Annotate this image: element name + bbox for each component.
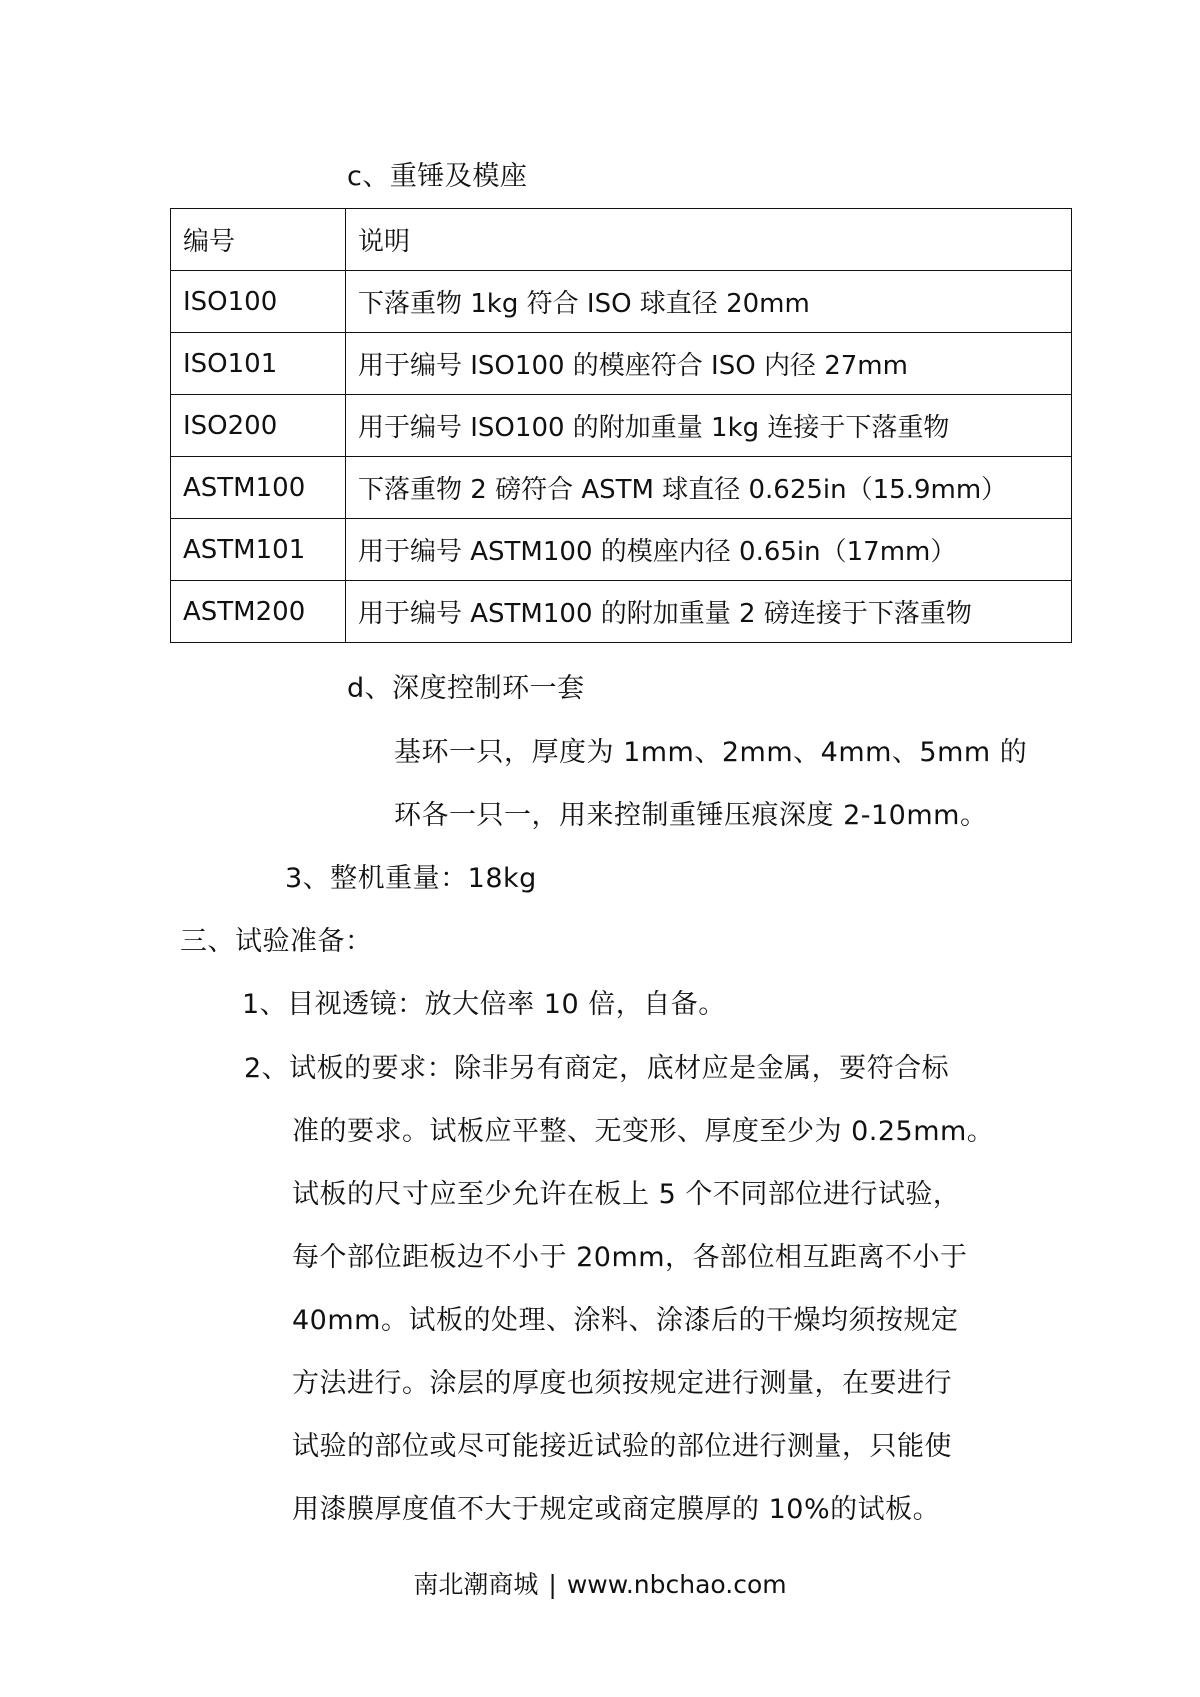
section-c-heading: c、重锤及模座 xyxy=(347,161,528,192)
footer-url[interactable]: www.nbchao.com xyxy=(566,1570,787,1599)
footer-separator: | xyxy=(548,1570,557,1599)
cell-description: 用于编号 ISO100 的附加重量 1kg 连接于下落重物 xyxy=(346,395,1072,457)
cell-code: ASTM101 xyxy=(171,519,346,581)
cell-description: 用于编号 ISO100 的模座符合 ISO 内径 27mm xyxy=(346,333,1072,395)
table-header-row xyxy=(171,209,1072,271)
item-2-line: 试板的尺寸应至少允许在板上 5 个不同部位进行试验， xyxy=(292,1179,961,1210)
hammer-mold-table xyxy=(170,208,1072,643)
footer-brand: 南北潮商城 xyxy=(413,1570,539,1599)
cell-code: ASTM200 xyxy=(171,581,346,643)
section-d-line: 环各一只一，用来控制重锤压痕深度 2-10mm。 xyxy=(394,800,988,831)
cell-code: ISO101 xyxy=(171,333,346,395)
item-2-line: 40mm。试板的处理、涂料、涂漆后的干燥均须按规定 xyxy=(292,1305,959,1336)
table-row xyxy=(171,395,1072,457)
item-2-line: 每个部位距板边不小于 20mm，各部位相互距离不小于 xyxy=(292,1242,968,1273)
cell-code: ISO100 xyxy=(171,271,346,333)
table-row xyxy=(171,271,1072,333)
cell-code: ISO200 xyxy=(171,395,346,457)
section-d-heading: d、深度控制环一套 xyxy=(347,673,585,704)
table-row xyxy=(171,519,1072,581)
cell-code: ASTM100 xyxy=(171,457,346,519)
item-1-magnifier: 1、目视透镜：放大倍率 10 倍，自备。 xyxy=(242,989,726,1020)
header-description: 说明 xyxy=(346,209,1072,271)
section-d-line: 基环一只，厚度为 1mm、2mm、4mm、5mm 的 xyxy=(394,737,1028,768)
cell-description: 用于编号 ASTM100 的附加重量 2 磅连接于下落重物 xyxy=(346,581,1072,643)
page-footer xyxy=(0,1568,1200,1602)
table-row xyxy=(171,333,1072,395)
header-code: 编号 xyxy=(171,209,346,271)
cell-description: 用于编号 ASTM100 的模座内径 0.65in（17mm） xyxy=(346,519,1072,581)
cell-description: 下落重物 2 磅符合 ASTM 球直径 0.625in（15.9mm） xyxy=(346,457,1072,519)
section-3-heading: 三、试验准备： xyxy=(180,926,373,957)
item-2-line: 用漆膜厚度值不大于规定或商定膜厚的 10%的试板。 xyxy=(292,1494,941,1525)
item-2-line: 方法进行。涂层的厚度也须按规定进行测量，在要进行 xyxy=(292,1368,952,1399)
item-2-line: 准的要求。试板应平整、无变形、厚度至少为 0.25mm。 xyxy=(292,1116,995,1147)
item-2-line: 试验的部位或尽可能接近试验的部位进行测量，只能使 xyxy=(292,1431,952,1462)
table-row xyxy=(171,457,1072,519)
machine-weight: 3、整机重量：18kg xyxy=(285,863,537,894)
item-2-panel-requirements: 2、试板的要求：除非另有商定，底材应是金属，要符合标 xyxy=(244,1053,950,1084)
cell-description: 下落重物 1kg 符合 ISO 球直径 20mm xyxy=(346,271,1072,333)
table-row xyxy=(171,581,1072,643)
